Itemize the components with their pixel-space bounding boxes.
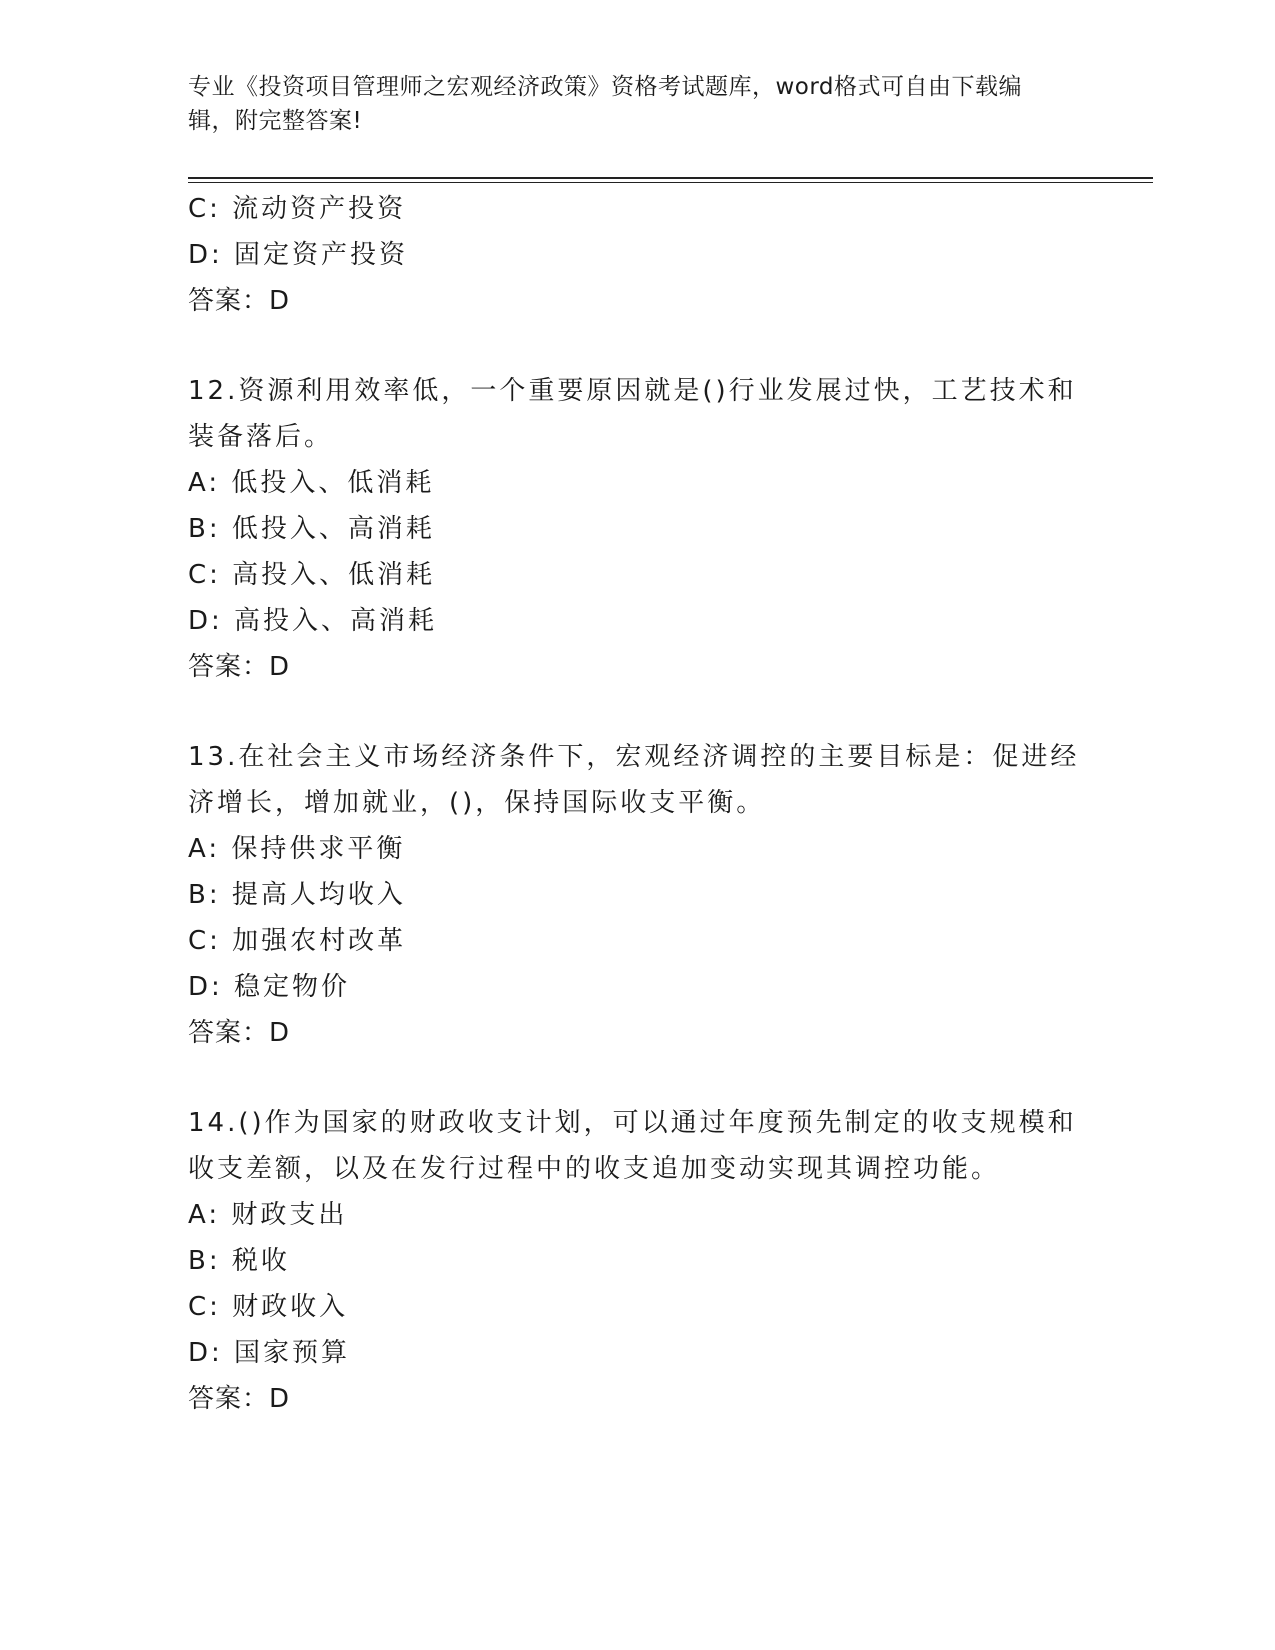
- option-a: A: 低投入、低消耗: [188, 468, 435, 498]
- question-stem-line-2: 装备落后。: [188, 422, 334, 452]
- header-rule-thick: [188, 177, 1153, 179]
- previous-question-tail: [188, 186, 1088, 324]
- option-d: D: 固定资产投资: [188, 240, 409, 270]
- option-c: C: 流动资产投资: [188, 194, 407, 224]
- question-stem-line-2: 收支差额，以及在发行过程中的收支追加变动实现其调控功能。: [188, 1154, 1001, 1184]
- option-c: C: 高投入、低消耗: [188, 560, 436, 590]
- header-rule-thin: [188, 182, 1153, 183]
- option-b: B: 提高人均收入: [188, 880, 406, 910]
- option-b: B: 税收: [188, 1246, 290, 1276]
- option-c: C: 加强农村改革: [188, 926, 407, 956]
- question-13: [188, 734, 1088, 1056]
- option-d: D: 稳定物价: [188, 972, 351, 1002]
- option-d: D: 高投入、高消耗: [188, 606, 438, 636]
- answer-line: 答案：D: [188, 652, 291, 682]
- question-list: [188, 186, 1088, 1422]
- question-14: [188, 1100, 1088, 1422]
- question-stem-line-1: 13.在社会主义市场经济条件下，宏观经济调控的主要目标是：促进经: [188, 742, 1080, 772]
- question-stem-line-1: 12.资源利用效率低，一个重要原因就是()行业发展过快，工艺技术和: [188, 376, 1077, 406]
- option-b: B: 低投入、高消耗: [188, 514, 435, 544]
- option-d: D: 国家预算: [188, 1338, 351, 1368]
- question-stem-line-2: 济增长，增加就业，()，保持国际收支平衡。: [188, 788, 766, 818]
- option-a: A: 财政支出: [188, 1200, 348, 1230]
- header-line-2: 辑，附完整答案!: [188, 108, 363, 134]
- page-header: [188, 70, 1078, 138]
- header-line-1: 专业《投资项目管理师之宏观经济政策》资格考试题库，word格式可自由下载编: [188, 74, 1023, 100]
- question-12: [188, 368, 1088, 690]
- option-c: C: 财政收入: [188, 1292, 349, 1322]
- option-a: A: 保持供求平衡: [188, 834, 406, 864]
- answer-line: 答案：D: [188, 286, 291, 316]
- answer-line: 答案：D: [188, 1384, 291, 1414]
- question-stem-line-1: 14.()作为国家的财政收支计划，可以通过年度预先制定的收支规模和: [188, 1108, 1077, 1138]
- answer-line: 答案：D: [188, 1018, 291, 1048]
